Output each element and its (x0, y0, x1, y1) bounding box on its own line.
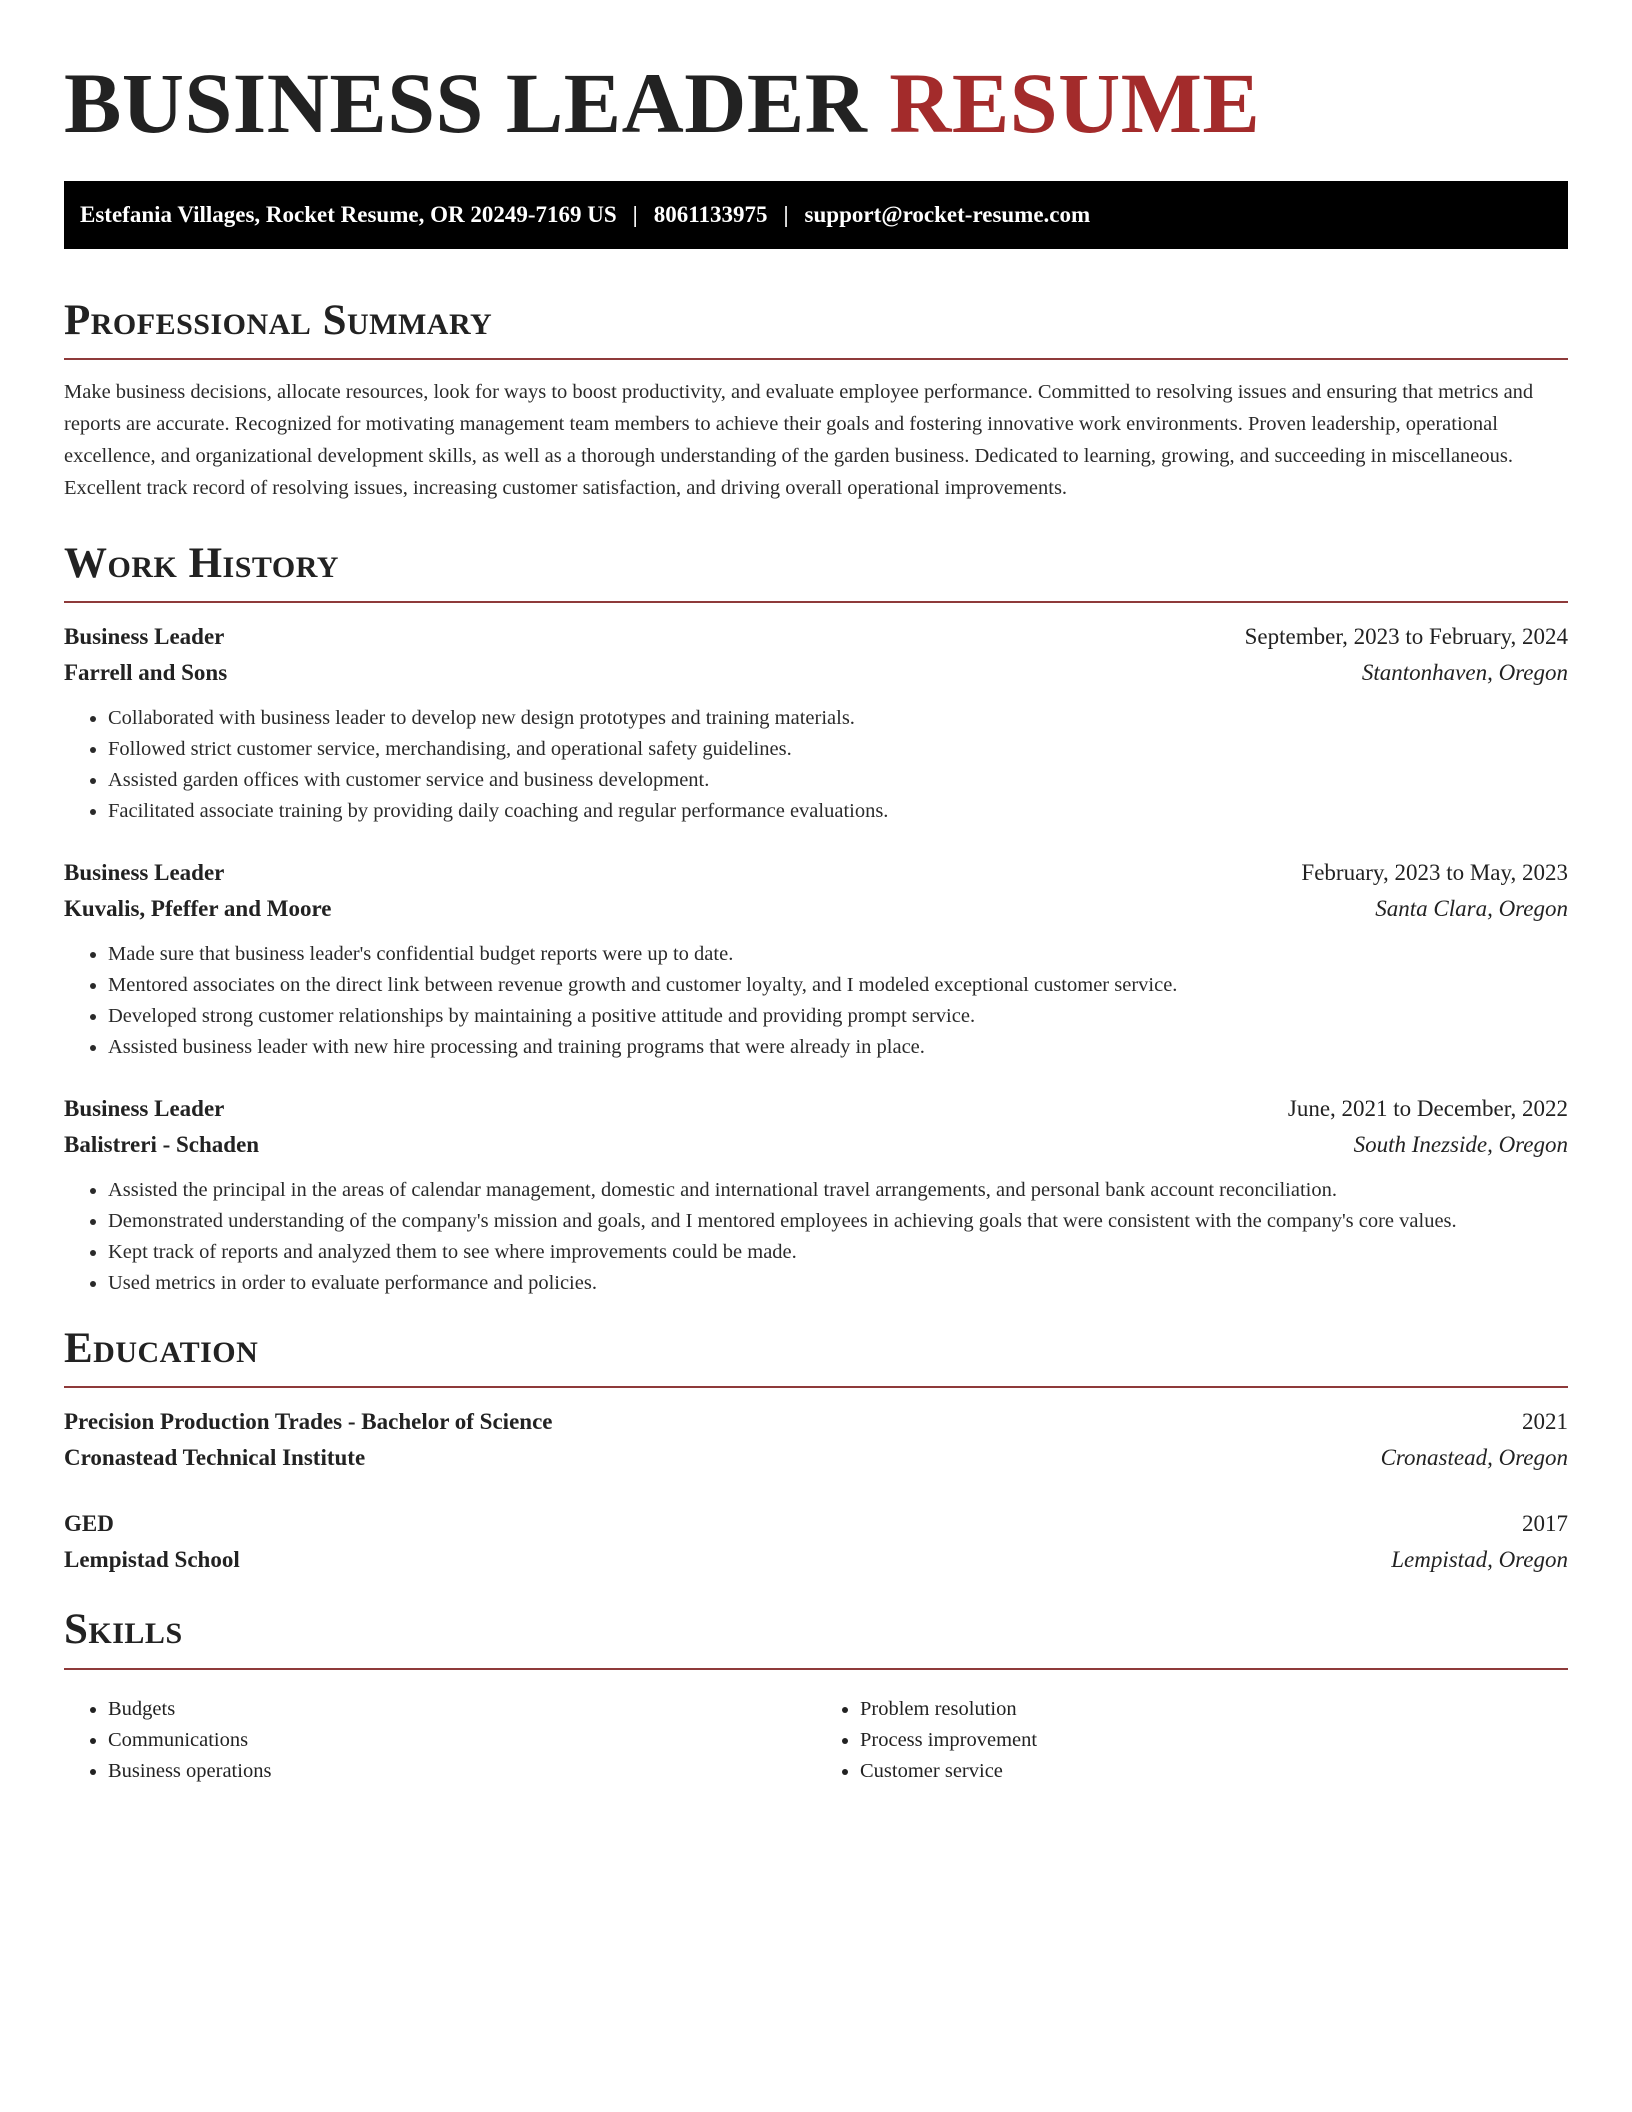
job-location: Santa Clara, Oregon (1375, 896, 1568, 922)
job-dates: September, 2023 to February, 2024 (1244, 624, 1568, 650)
job-company-row (64, 891, 1568, 927)
edu-year: 2017 (1522, 1511, 1568, 1537)
skill-item: • Budgets (108, 1694, 816, 1725)
job-dates: February, 2023 to May, 2023 (1301, 860, 1568, 886)
job-bullet: • Collaborated with business leader to develop new design prototypes and training materials. (108, 703, 1568, 734)
education-heading: Education (64, 1325, 259, 1373)
job-bullet: • Assisted garden offices with customer service and business development. (108, 765, 1568, 796)
job-bullet: • Used metrics in order to evaluate performance and policies. (108, 1268, 1568, 1299)
skill-item: • Problem resolution (860, 1694, 1568, 1725)
job-location: South Inezside, Oregon (1353, 1132, 1568, 1158)
job-bullet: • Mentored associates on the direct link between revenue growth and customer loyalty, and I modeled exceptional customer service. (108, 970, 1568, 1001)
work-heading: Work History (64, 539, 339, 587)
skill-item: • Business operations (108, 1756, 816, 1787)
job-company: Farrell and Sons (64, 660, 228, 686)
job-entry (64, 855, 1568, 1063)
edu-location: Lempistad, Oregon (1391, 1547, 1568, 1573)
edu-location: Cronastead, Oregon (1380, 1445, 1568, 1471)
edu-school: Cronastead Technical Institute (64, 1445, 366, 1471)
job-bullets (64, 1175, 1568, 1299)
job-bullets (64, 939, 1568, 1063)
edu-school-row (64, 1542, 1568, 1578)
skills-column-left (64, 1694, 816, 1787)
job-bullet: • Assisted business leader with new hire processing and training programs that were already in place. (108, 1032, 1568, 1063)
job-bullet: • Facilitated associate training by providing daily coaching and regular performance evaluations. (108, 796, 1568, 827)
section-divider (64, 358, 1568, 360)
job-header-row (64, 855, 1568, 891)
summary-text: Make business decisions, allocate resources, look for ways to boost productivity, and evaluate employee performance. Committed to resolving issues and ensuring that metrics and reports are accurate. Recognized for motivating management team members to achieve their goals and fostering innovative work environments. Proven leadership, operational excellence, and organizational development skills, as well as a thorough understanding of the garden business. Dedicated to learning, growing, and succeeding in miscellaneous. Excellent track record of resolving issues, increasing customer satisfaction, and driving overall operational improvements. (64, 380, 1534, 499)
section-divider (64, 601, 1568, 603)
contact-email: support@rocket-resume.com (804, 201, 1091, 227)
title-main: BUSINESS LEADER (64, 55, 868, 151)
contact-address: Estefania Villages, Rocket Resume, OR 20249-7169 US (80, 201, 617, 227)
skills-list (64, 1686, 1568, 1787)
job-bullet: • Made sure that business leader's confidential budget reports were up to date. (108, 939, 1568, 970)
edu-degree: Precision Production Trades - Bachelor of Science (64, 1409, 553, 1435)
edu-school-row (64, 1440, 1568, 1476)
section-divider (64, 1668, 1568, 1670)
job-bullet: • Developed strong customer relationships by maintaining a positive attitude and providing prompt service. (108, 1001, 1568, 1032)
contact-bar (64, 181, 1568, 249)
skills-column-right (816, 1694, 1568, 1787)
section-divider (64, 1386, 1568, 1388)
skills-heading: Skills (64, 1606, 183, 1654)
job-title: Business Leader (64, 1096, 225, 1122)
job-header-row (64, 619, 1568, 655)
edu-year: 2021 (1522, 1409, 1568, 1435)
resume-title (64, 56, 1568, 151)
job-location: Stantonhaven, Oregon (1361, 660, 1568, 686)
contact-separator: | (632, 201, 638, 227)
job-title: Business Leader (64, 624, 225, 650)
job-bullet: • Kept track of reports and analyzed them to see where improvements could be made. (108, 1237, 1568, 1268)
skill-item: • Process improvement (860, 1725, 1568, 1756)
job-company-row (64, 1127, 1568, 1163)
title-accent: RESUME (889, 55, 1261, 151)
job-bullet: • Followed strict customer service, merchandising, and operational safety guidelines. (108, 734, 1568, 765)
contact-separator: | (783, 201, 789, 227)
contact-phone: 8061133975 (653, 201, 768, 227)
job-company: Kuvalis, Pfeffer and Moore (64, 896, 332, 922)
edu-header-row (64, 1506, 1568, 1542)
education-entry (64, 1404, 1568, 1476)
job-company: Balistreri - Schaden (64, 1132, 260, 1158)
job-dates: June, 2021 to December, 2022 (1287, 1096, 1568, 1122)
edu-header-row (64, 1404, 1568, 1440)
summary-heading: Professional Summary (64, 296, 493, 344)
job-entry (64, 1091, 1568, 1299)
job-title: Business Leader (64, 860, 225, 886)
job-header-row (64, 1091, 1568, 1127)
job-entry (64, 619, 1568, 827)
job-company-row (64, 655, 1568, 691)
skill-item: • Communications (108, 1725, 816, 1756)
job-bullets (64, 703, 1568, 827)
education-entry (64, 1506, 1568, 1578)
job-bullet: • Demonstrated understanding of the company's mission and goals, and I mentored employees in achieving goals that were consistent with the company's core values. (108, 1206, 1568, 1237)
edu-school: Lempistad School (64, 1547, 240, 1573)
job-bullet: • Assisted the principal in the areas of calendar management, domestic and international travel arrangements, and personal bank account reconciliation. (108, 1175, 1568, 1206)
skill-item: • Customer service (860, 1756, 1568, 1787)
edu-degree: GED (64, 1511, 114, 1537)
